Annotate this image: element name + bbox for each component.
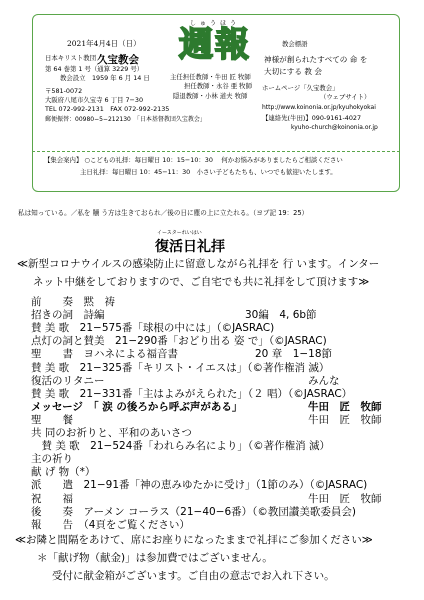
order-item: 賛 美 歌 21−575番「球根の中には」（©JASRAC) [31, 322, 275, 335]
order-item: 派 遣 21−91番「神の恵みゆたかに受け」（1節のみ）（©JASRAC) [31, 479, 368, 492]
founded: 教会設立 1959 年 6 月 14 日 [60, 74, 150, 82]
order-item-right: 牛田 匠 牧師 [308, 413, 382, 426]
service-title-ruby: イースターれいはい [157, 230, 202, 236]
motto-label: 教会標語 [282, 40, 308, 48]
service-title-text: 復活日礼拝 [155, 239, 225, 255]
postal-transfer: 郵便振替：00980−5−212130 「日本基督教団久宝教会」 [45, 116, 206, 123]
order-item: 招きの詞 詩編 [31, 309, 105, 322]
denomination: 日本キリスト教団 [45, 54, 96, 62]
footer-line-2: ＊「献げ物（献金)」は参加費ではございません。 [37, 552, 273, 564]
contact-phone: 【連絡先(牛田)】090-9161-4027 [262, 114, 362, 122]
motto-line-2: 大切にする 教 会 [264, 67, 322, 76]
order-item: 賛 美 歌 21−331番「主はよみがえられた」（２ 唱）（©JASRAC） [31, 387, 353, 400]
order-item-right: みんな [308, 374, 340, 387]
order-item: 聖 餐 [31, 413, 73, 426]
order-item: 点灯の詞と賛美 21−290番「おどり出る 姿 で」（©JASRAC) [31, 335, 327, 348]
order-item: 主の祈り [31, 453, 73, 466]
header-divider [32, 151, 400, 152]
motto-line-1: 神様が創られたすべての 命 を [264, 55, 368, 64]
intro-line-1: ≪新型コロナウイルスの感染防止に留意しながら礼拝を 行 います。インター [17, 258, 380, 270]
order-item: 共 同のお祈りと、平和のあいさつ [31, 427, 192, 439]
tel-fax: TEL 072-992-2131 FAX 072-992-2135 [45, 105, 170, 113]
footer-line-1: ≪お隣と間隔をあけて、席にお座りになったままで礼拝にご参加ください≫ [15, 534, 373, 546]
order-item: 前 奏 黙 祷 [31, 296, 115, 308]
order-item: 後 奏 アーメン コーラス（21−40−6番）（©教団讃美歌委員会) [31, 505, 357, 518]
order-item-right: 30編 4, 6b節 [245, 309, 317, 322]
bulletin-title [178, 18, 252, 72]
service-title [155, 230, 225, 256]
footer-line-3: 受付に献金箱がございます。ご自由の意志でお入れ下さい。 [52, 570, 335, 582]
homepage-sub: （ウェブサイト） [320, 93, 371, 101]
order-item: 献 げ 物（*） [31, 466, 96, 479]
church-name: 久宝教会 [97, 54, 139, 66]
retired-pastor: 隠退教師・小林 道夫 牧師 [173, 92, 248, 100]
co-pastor: 担任教師・永谷 亜 牧師 [184, 82, 252, 90]
meeting-info-1: 【集会案内】 ○こどもの礼拝：毎日曜日 10：15−10：30 何かお悩みがありましたらご相談ください [44, 156, 343, 164]
contact-email[interactable]: kyuho-church@koinonia.or.jp [291, 124, 378, 131]
order-item: 聖 書 ヨハネによる福音書 [31, 348, 178, 361]
date: 2021年4月4日（日） [67, 39, 141, 48]
homepage-url[interactable]: http://www.koinonia.or.jp/kyuhokyokai [262, 104, 376, 111]
order-item: 報 告 （4頁をご覧ください） [31, 518, 190, 531]
order-item: 復活のリタニー [31, 374, 105, 387]
meeting-info-2: 主日礼拝：毎日曜日 10：45−11：30 小さい子どもたちも、いつでも歓迎いたします。 [80, 168, 337, 176]
pastor: 主任担任教師・牛田 匠 牧師 [170, 73, 251, 81]
order-item-right: 牛田 匠 牧師 [308, 400, 382, 413]
homepage-label: ホームページ「久宝教会」 [262, 84, 339, 92]
order-item: 賛 美 歌 21−524番「われらみ名により」（©著作権消 滅） [31, 440, 330, 453]
issue: 第 64 巻第 1 号（通算 3229 号） [45, 65, 144, 73]
bible-verse: 私は知っている。／私を 贖 う方は生きておられ／後の日に塵の上に立たれる。（ヨブ記 19：25） [18, 209, 309, 217]
order-item-right: 牛田 匠 牧師 [308, 492, 382, 505]
intro-line-2: ネット中継をしておりますので、ご自宅でも共に礼拝をして頂けます≫ [33, 276, 370, 288]
bulletin-title-text: 週報 [179, 25, 251, 65]
postal-code: 〒581-0072 [45, 87, 83, 95]
order-item-right: 20 章 1−18節 [255, 348, 333, 361]
order-item: メッセージ 「 涙 の後ろから呼ぶ声がある」 [31, 400, 243, 413]
address: 大阪府八尾市久宝寺 6 丁目 7−30 [45, 96, 144, 104]
order-item: 賛 美 歌 21−325番「キリスト・イエスは」（©著作権消 滅） [31, 361, 330, 374]
bulletin-title-kana: しゅうほう [189, 20, 240, 27]
order-item: 祝 福 [31, 492, 73, 505]
